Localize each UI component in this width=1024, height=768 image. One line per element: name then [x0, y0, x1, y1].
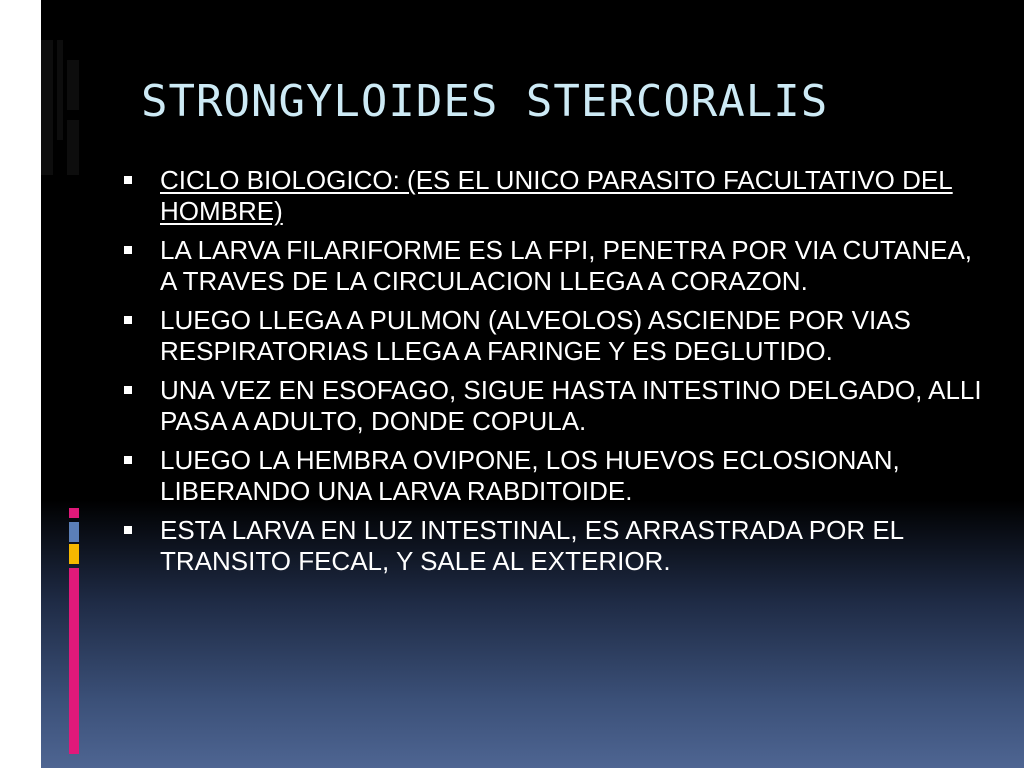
- bullet-item: [122, 165, 982, 227]
- decorative-bars-top: [41, 40, 79, 180]
- bullet-item: [122, 235, 982, 297]
- bullet-item: [122, 375, 982, 437]
- deco-accent-pink: [69, 568, 79, 754]
- bullet-square-icon: [124, 526, 132, 534]
- bullet-text: LA LARVA FILARIFORME ES LA FPI, PENETRA POR VIA CUTANEA, A TRAVES DE LA CIRCULACION LLEGA A CORAZON.: [160, 235, 973, 296]
- deco-bar: [67, 120, 79, 175]
- bullet-text: UNA VEZ EN ESOFAGO, SIGUE HASTA INTESTINO DELGADO, ALLI PASA A ADULTO, DONDE COPULA.: [160, 375, 982, 436]
- bullet-text: CICLO BIOLOGICO: (ES EL UNICO PARASITO FACULTATIVO DEL HOMBRE): [160, 165, 953, 226]
- deco-accent-blue: [69, 522, 79, 542]
- bullet-square-icon: [124, 456, 132, 464]
- deco-accent-yellow: [69, 544, 79, 564]
- bullet-item: [122, 445, 982, 507]
- bullet-item: [122, 305, 982, 367]
- left-margin-strip: [0, 0, 41, 768]
- bullet-square-icon: [124, 176, 132, 184]
- bullet-text: ESTA LARVA EN LUZ INTESTINAL, ES ARRASTRADA POR EL TRANSITO FECAL, Y SALE AL EXTERIOR.: [160, 515, 904, 576]
- bullet-square-icon: [124, 386, 132, 394]
- deco-bar: [41, 40, 53, 175]
- deco-bar: [57, 40, 63, 140]
- slide-title: STRONGYLOIDES STERCORALIS: [141, 76, 829, 127]
- deco-accent-pink: [69, 508, 79, 518]
- bullet-text: LUEGO LA HEMBRA OVIPONE, LOS HUEVOS ECLOSIONAN, LIBERANDO UNA LARVA RABDITOIDE.: [160, 445, 900, 506]
- decorative-bars-bottom: [69, 508, 81, 758]
- deco-bar: [67, 60, 79, 110]
- bullet-list: [122, 165, 982, 585]
- bullet-square-icon: [124, 246, 132, 254]
- bullet-text: LUEGO LLEGA A PULMON (ALVEOLOS) ASCIENDE POR VIAS RESPIRATORIAS LLEGA A FARINGE Y ES DEGLUTIDO.: [160, 305, 911, 366]
- bullet-item: [122, 515, 982, 577]
- bullet-square-icon: [124, 316, 132, 324]
